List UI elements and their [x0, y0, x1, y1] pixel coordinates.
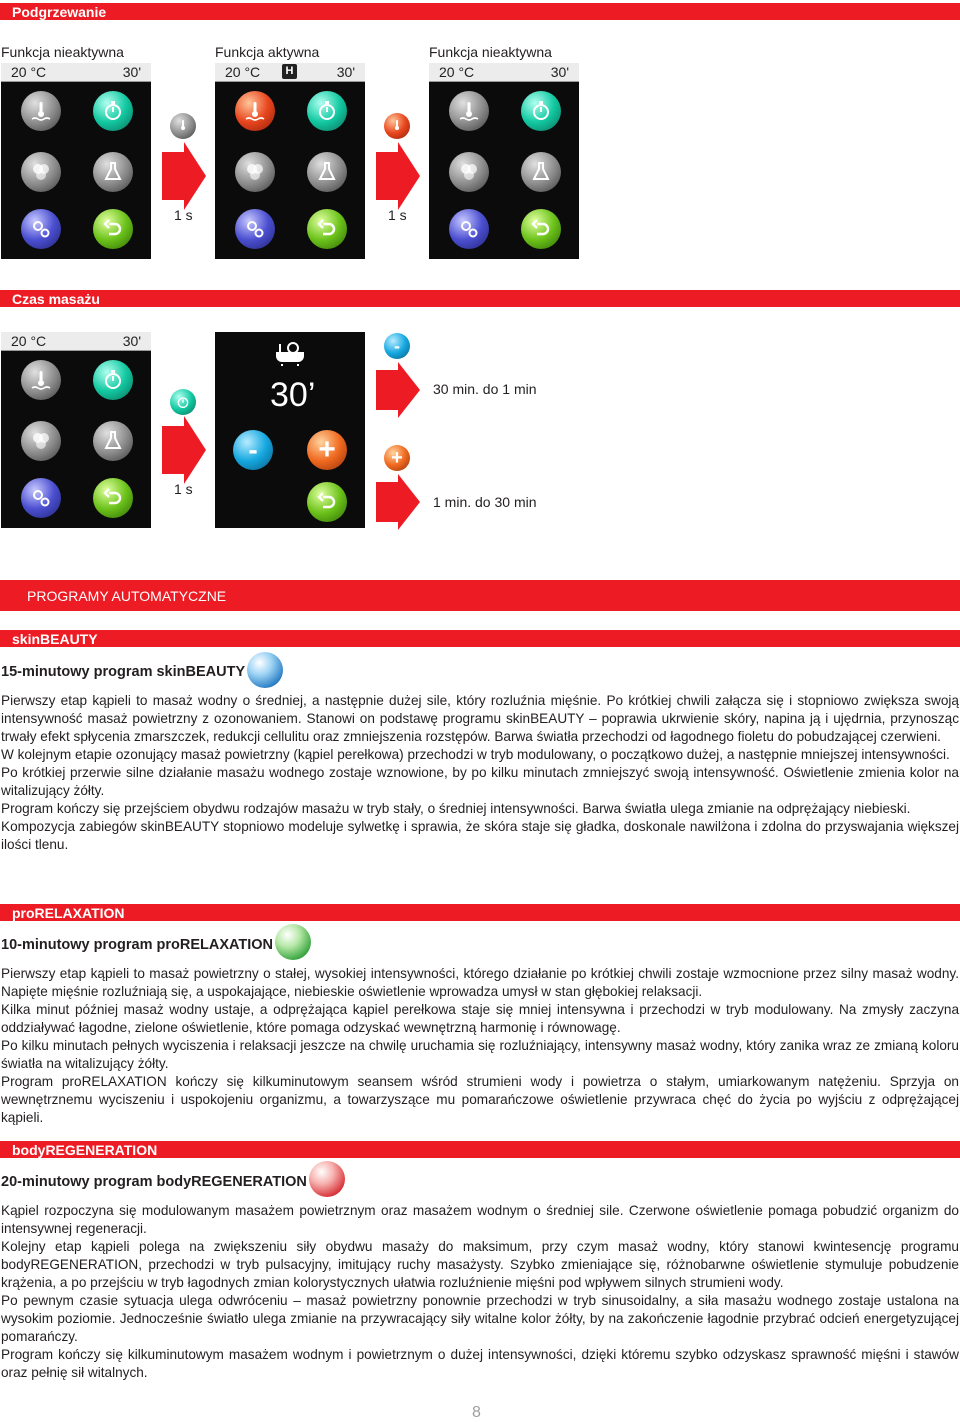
paragraph: Po kilku minutach pełnych wyciszenia i relaksacji jeszcze na chwilę uruchamia się rozluźniający, intensywny masaż wodny, który zanika wraz ze zmianą koloru światła na witalizujący żółty.	[1, 1038, 959, 1071]
back-icon[interactable]	[93, 209, 133, 249]
color-light-icon[interactable]	[21, 152, 61, 192]
program-globe-icon	[247, 652, 283, 688]
control-screen-active	[215, 63, 365, 259]
paragraph: Kolejny etap kąpieli polega na zwiększeniu siły obydwu masaży do maksimum, przy czym masaż wodny, który stanowi kwintesencję programu bodyREGENERATION, przechodzi w tryb pulsacyjny, imitujący ruchy masażysty. Szybko zmieniające się, różnobarwne oświetlenie stymuluje pobudzenie krążenia, a po przejściu w tryb łagodnych zmian kolorystycznych ułatwia rozluźnienie mięśni pod wpływem silnych strumieni wody.	[1, 1239, 959, 1290]
section-skinbeauty: skinBEAUTY	[0, 630, 960, 647]
screen-status-bar	[215, 63, 365, 82]
minus-button[interactable]: -	[233, 430, 273, 470]
heater-icon[interactable]	[21, 360, 61, 400]
arrow-right-icon	[162, 416, 206, 484]
timer-setting-screen	[215, 332, 365, 528]
control-screen-inactive-1	[1, 63, 151, 259]
temperature-readout: 20 °C	[11, 64, 47, 80]
control-screen-timer	[1, 332, 151, 528]
heater-button-icon	[170, 113, 196, 139]
color-light-icon[interactable]	[449, 152, 489, 192]
step-duration: 1 s	[174, 481, 193, 497]
step-duration: 1 s	[174, 207, 193, 223]
back-icon[interactable]	[307, 482, 347, 522]
bathtub-timer-icon	[273, 338, 307, 366]
paragraph: Program kończy się kilkuminutowym masażem wodnym i powietrznym o dużej intensywności, dzięki któremu szybko odzyskasz sprawność mięśni i stawów oraz pełnię sił witalnych.	[1, 1347, 959, 1380]
heater-icon[interactable]	[449, 91, 489, 131]
paragraph: Program kończy się przejściem obydwu rodzajów masażu w tryb stały, o średniej intensywności. Barwa światła ulega zmianie na odprężający niebieski.	[1, 801, 911, 816]
section-auto-programs: PROGRAMY AUTOMATYCZNE	[0, 580, 960, 611]
bodyregeneration-text	[1, 1202, 959, 1382]
timer-icon[interactable]	[93, 91, 133, 131]
heater-active-badge: H	[282, 64, 297, 79]
settings-icon[interactable]	[21, 209, 61, 249]
heater-button-icon	[384, 113, 410, 139]
paragraph: W kolejnym etapie ozonujący masaż powietrzny (kąpiel perełkowa) przechodzi w tryb modulowany, o początkowo dużej, a następnie mniejszej intensywności.	[1, 747, 950, 762]
section-massage-time: Czas masażu	[0, 290, 960, 307]
back-icon[interactable]	[521, 209, 561, 249]
timer-icon[interactable]	[93, 360, 133, 400]
heater-icon[interactable]	[235, 91, 275, 131]
paragraph: Kompozycja zabiegów skinBEAUTY stopniowo modeluje sylwetkę i sprawia, że skóra staje się gładka, doskonale nawilżona i zdolna do przyswajania większej ilości tlenu.	[1, 819, 959, 852]
timer-button-icon	[170, 389, 196, 415]
section-prorelaxation: proRELAXATION	[0, 904, 960, 921]
back-icon[interactable]	[307, 209, 347, 249]
program-globe-icon	[309, 1161, 345, 1197]
time-readout: 30'	[122, 333, 141, 349]
arrow-right-icon	[376, 474, 420, 530]
section-heating: Podgrzewanie	[0, 3, 960, 20]
time-readout: 30'	[336, 64, 355, 80]
arrow-right-icon	[376, 142, 420, 210]
range-decrease: 30 min. do 1 min	[433, 381, 537, 397]
state-label-inactive-1: Funkcja nieaktywna	[1, 44, 124, 60]
arrow-right-icon	[162, 142, 206, 210]
screen-status-bar	[429, 63, 579, 82]
flask-icon[interactable]	[93, 152, 133, 192]
page-number: 8	[472, 1404, 481, 1421]
control-screen-inactive-2	[429, 63, 579, 259]
paragraph: Kąpiel rozpoczyna się modulowanym masażem powietrznym oraz masażem wodnym o średniej sile. Czerwone oświetlenie pomaga pobudzić organizm do intensywnej regeneracji.	[1, 1203, 959, 1236]
flask-icon[interactable]	[521, 152, 561, 192]
heater-icon[interactable]	[21, 91, 61, 131]
skinbeauty-text	[1, 692, 959, 854]
back-icon[interactable]	[93, 478, 133, 518]
temperature-readout: 20 °C	[225, 64, 261, 80]
temperature-readout: 20 °C	[11, 333, 47, 349]
range-increase: 1 min. do 30 min	[433, 494, 537, 510]
paragraph: Kilka minut później masaż wodny ustaje, a odprężająca kąpiel perełkowa staje się mniej intensywna i przechodzi w tryb modulowany. Na zmysły zaczyna oddziaływać łagodne, zielone oświetlenie, które pomaga odzyskać wewnętrzną harmonię i równowagę.	[1, 1002, 959, 1035]
step-duration: 1 s	[388, 207, 407, 223]
section-bodyregeneration: bodyREGENERATION	[0, 1141, 960, 1158]
settings-icon[interactable]	[449, 209, 489, 249]
state-label-inactive-2: Funkcja nieaktywna	[429, 44, 552, 60]
screen-status-bar	[1, 63, 151, 82]
program-title-skinbeauty: 15-minutowy program skinBEAUTY	[1, 664, 246, 680]
time-readout: 30'	[550, 64, 569, 80]
paragraph: Pierwszy etap kąpieli to masaż powietrzny o stałej, wysokiej intensywności, którego działanie po krótkiej chwili zostaje wzmocnione przez silny masaż wodny. Napięte mięśnie rozluźniają się, a uspokajające, niebieskie oświetlenie wprowadza umysł w stan głębokiej relaksacji.	[1, 966, 959, 999]
screen-status-bar	[1, 332, 151, 351]
prorelaxation-text	[1, 965, 959, 1127]
settings-icon[interactable]	[21, 478, 61, 518]
timer-icon[interactable]	[521, 91, 561, 131]
program-title-prorelaxation: 10-minutowy program proRELAXATION	[1, 937, 274, 953]
arrow-right-icon	[376, 362, 420, 418]
plus-button[interactable]: +	[307, 430, 347, 470]
color-light-icon[interactable]	[21, 421, 61, 461]
program-globe-icon	[275, 924, 311, 960]
paragraph: Pierwszy etap kąpieli to masaż wodny o średniej, a następnie dużej sile, który rozluźnia mięśnie. Po krótkiej chwili załącza się i stopniowo zwiększa swoją intensywność masaż powietrzny z ozonowaniem. Stanowi on podstawę programu skinBEAUTY – poprawia ukrwienie skóry, napina ją i ujędrnia, przynosząc trwały efekt spłycenia zmarszczek, redukcji cellulitu oraz zmniejszenia rozstępów. Barwa światła przechodzi od łagodnego fioletu do pobudzającej czerwieni.	[1, 693, 959, 744]
settings-icon[interactable]	[235, 209, 275, 249]
state-label-active: Funkcja aktywna	[215, 44, 320, 60]
flask-icon[interactable]	[307, 152, 347, 192]
paragraph: Po pewnym czasie sytuacja ulega odwróceniu – masaż powietrzny ponownie przechodzi w tryb sinusoidalny, a siła masażu wodnego zostaje ustalona na wysokim poziomie. Jednocześnie światło ulega zmianie na przywracający siły witalne kolor żółty, by na zakończenie łagodnie przybrać odcień energetyzującej pomarańczy.	[1, 1293, 959, 1344]
paragraph: Po krótkiej przerwie silne działanie masażu wodnego zostaje wznowione, by po kilku minutach zmniejszyć swoją intensywność. Oświetlenie zmienia kolor na witalizujący żółty.	[1, 765, 959, 798]
paragraph: Program proRELAXATION kończy się kilkuminutowym seansem wśród strumieni wody i powietrza o stałym, umiarkowanym natężeniu. Sprzyja on wewnętrznemu wyciszeniu i uspokojeniu organizmu, a towarzyszące mu pomarańczowe oświetlenie przywraca chęć do życia po wyjściu z odprężającej kąpieli.	[1, 1074, 959, 1125]
flask-icon[interactable]	[93, 421, 133, 461]
color-light-icon[interactable]	[235, 152, 275, 192]
timer-value: 30’	[270, 376, 316, 414]
time-readout: 30'	[122, 64, 141, 80]
minus-icon: -	[384, 333, 410, 359]
temperature-readout: 20 °C	[439, 64, 475, 80]
plus-icon: +	[384, 445, 410, 471]
timer-icon[interactable]	[307, 91, 347, 131]
program-title-bodyregeneration: 20-minutowy program bodyREGENERATION	[1, 1174, 307, 1190]
